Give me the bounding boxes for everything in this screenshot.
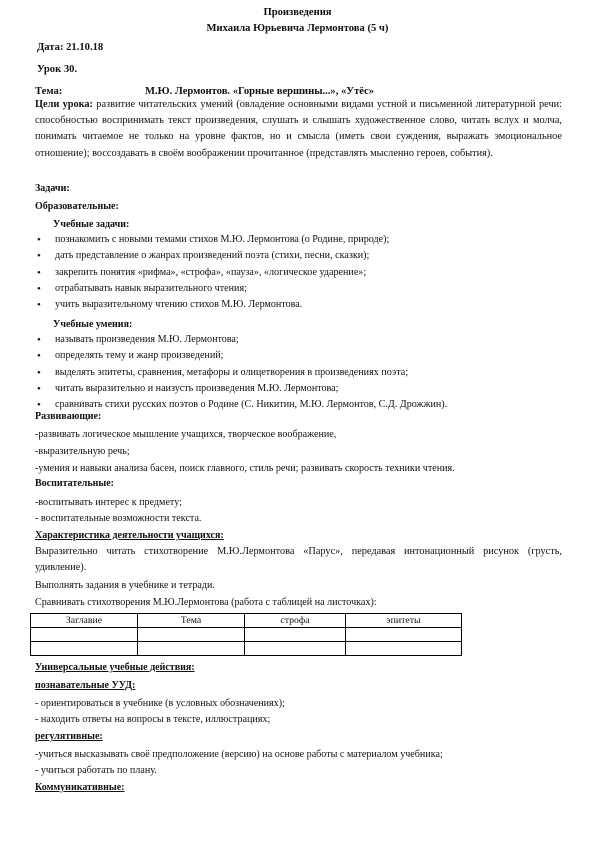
comparison-table [30,613,462,656]
topic-label: Тема: [35,86,63,97]
developing-item: -выразительную речь; [35,446,130,457]
list-item: • дать представление о жанрах произведений поэта (стихи, песни, сказки); [37,248,389,264]
study-tasks-label: Учебные задачи: [53,219,130,230]
list-item: • называть произведения М.Ю. Лермонтова; [37,332,447,348]
activity-label: Характеристика деятельности учащихся: [35,530,224,541]
educational-label: Образовательные: [35,201,119,212]
developing-label: Развивающие: [35,411,102,422]
cognitive-item: - находить ответы на вопросы в тексте, иллюстрациях; [35,714,271,725]
regulatory-item: -учиться высказывать своё предположение (версию) на основе работы с материалом учебника; [35,749,443,760]
table-cell[interactable] [138,642,245,656]
list-item: • читать выразительно и наизусть произведения М.Ю. Лермонтова; [37,381,447,397]
list-item: • выделять эпитеты, сравнения, метафоры и олицетворения в произведениях поэта; [37,365,447,381]
activity-text-3: Сравнивать стихотворения М.Ю.Лермонтова (работа с таблицей на листочках): [35,597,377,608]
document-subtitle: Михаила Юрьевича Лермонтова (5 ч) [206,23,389,34]
table-cell[interactable] [31,628,138,642]
goals-text: развитие читательских умений (овладение основными видами устной и письменной литературной речи: способностью воспринимать текст произведения, слушать и слышать художественное слово, читать вслух и молча, понимать читаемое не только на уровне фактов, но и смысла (иметь свои суждения, выражать эмоциональное отношение); воссоздавать в своём воображении прочитанное (представлять мысленно героев, события). [35,99,563,159]
regulatory-label: регулятивные: [35,731,103,742]
activity-text-2: Выполнять задания в учебнике и тетради. [35,580,215,591]
table-header-cell: Тема [138,614,245,628]
cognitive-label: познавательные УУД: [35,680,136,691]
list-item: • сравнивать стихи русских поэтов о Родине (С. Никитин, М.Ю. Лермонтов, С.Д. Дрожжин). [37,397,447,413]
table-row [31,642,462,656]
table-cell[interactable] [346,628,462,642]
table-header-cell: строфа [245,614,346,628]
list-item: • учить выразительному чтению стихов М.Ю. Лермонтова. [37,297,389,313]
lesson-date: Дата: 21.10.18 [37,42,104,53]
table-cell[interactable] [31,642,138,656]
table-header-row [31,614,462,628]
list-item: • познакомить с новыми темами стихов М.Ю. Лермонтова (о Родине, природе); [37,232,389,248]
cognitive-item: - ориентироваться в учебнике (в условных обозначениях); [35,698,285,709]
lesson-number: Урок 30. [37,64,78,75]
study-tasks-list [37,232,389,313]
table-cell[interactable] [138,628,245,642]
topic-value: М.Ю. Лермонтов. «Горные вершины...», «Утёс» [145,86,374,97]
tasks-label: Задачи: [35,183,70,194]
communicative-label: Коммуникативные: [35,782,125,793]
upbringing-item: -воспитывать интерес к предмету; [35,497,182,508]
list-item: • определять тему и жанр произведений; [37,348,447,364]
regulatory-item: - учиться работать по плану. [35,765,157,776]
developing-item: -развивать логическое мышление учащихся, творческое воображение, [35,429,337,440]
list-item: • закрепить понятия «рифма», «строфа», «пауза», «логическое ударение»; [37,265,389,281]
study-skills-list [37,332,447,413]
table-header-cell: эпитеты [346,614,462,628]
study-skills-label: Учебные умения: [53,319,133,330]
document-title: Произведения [263,7,332,18]
uud-label: Универсальные учебные действия: [35,662,195,673]
table-cell[interactable] [346,642,462,656]
activity-text-1: Выразительно читать стихотворение М.Ю.Лермонтова «Парус», передавая интонационный рисунок (грусть, удивление). [35,546,562,574]
table-header-cell: Заглавие [31,614,138,628]
table-cell[interactable] [245,642,346,656]
upbringing-item: - воспитательные возможности текста. [35,513,202,524]
table-row [31,628,462,642]
developing-item: -умения и навыки анализа басен, поиск главного, стиль речи; развивать скорость техники чтения. [35,463,455,474]
lesson-goals [35,97,562,162]
list-item: • отрабатывать навык выразительного чтения; [37,281,389,297]
goals-label: Цели урока: [35,99,93,110]
upbringing-label: Воспитательные: [35,478,114,489]
table-cell[interactable] [245,628,346,642]
